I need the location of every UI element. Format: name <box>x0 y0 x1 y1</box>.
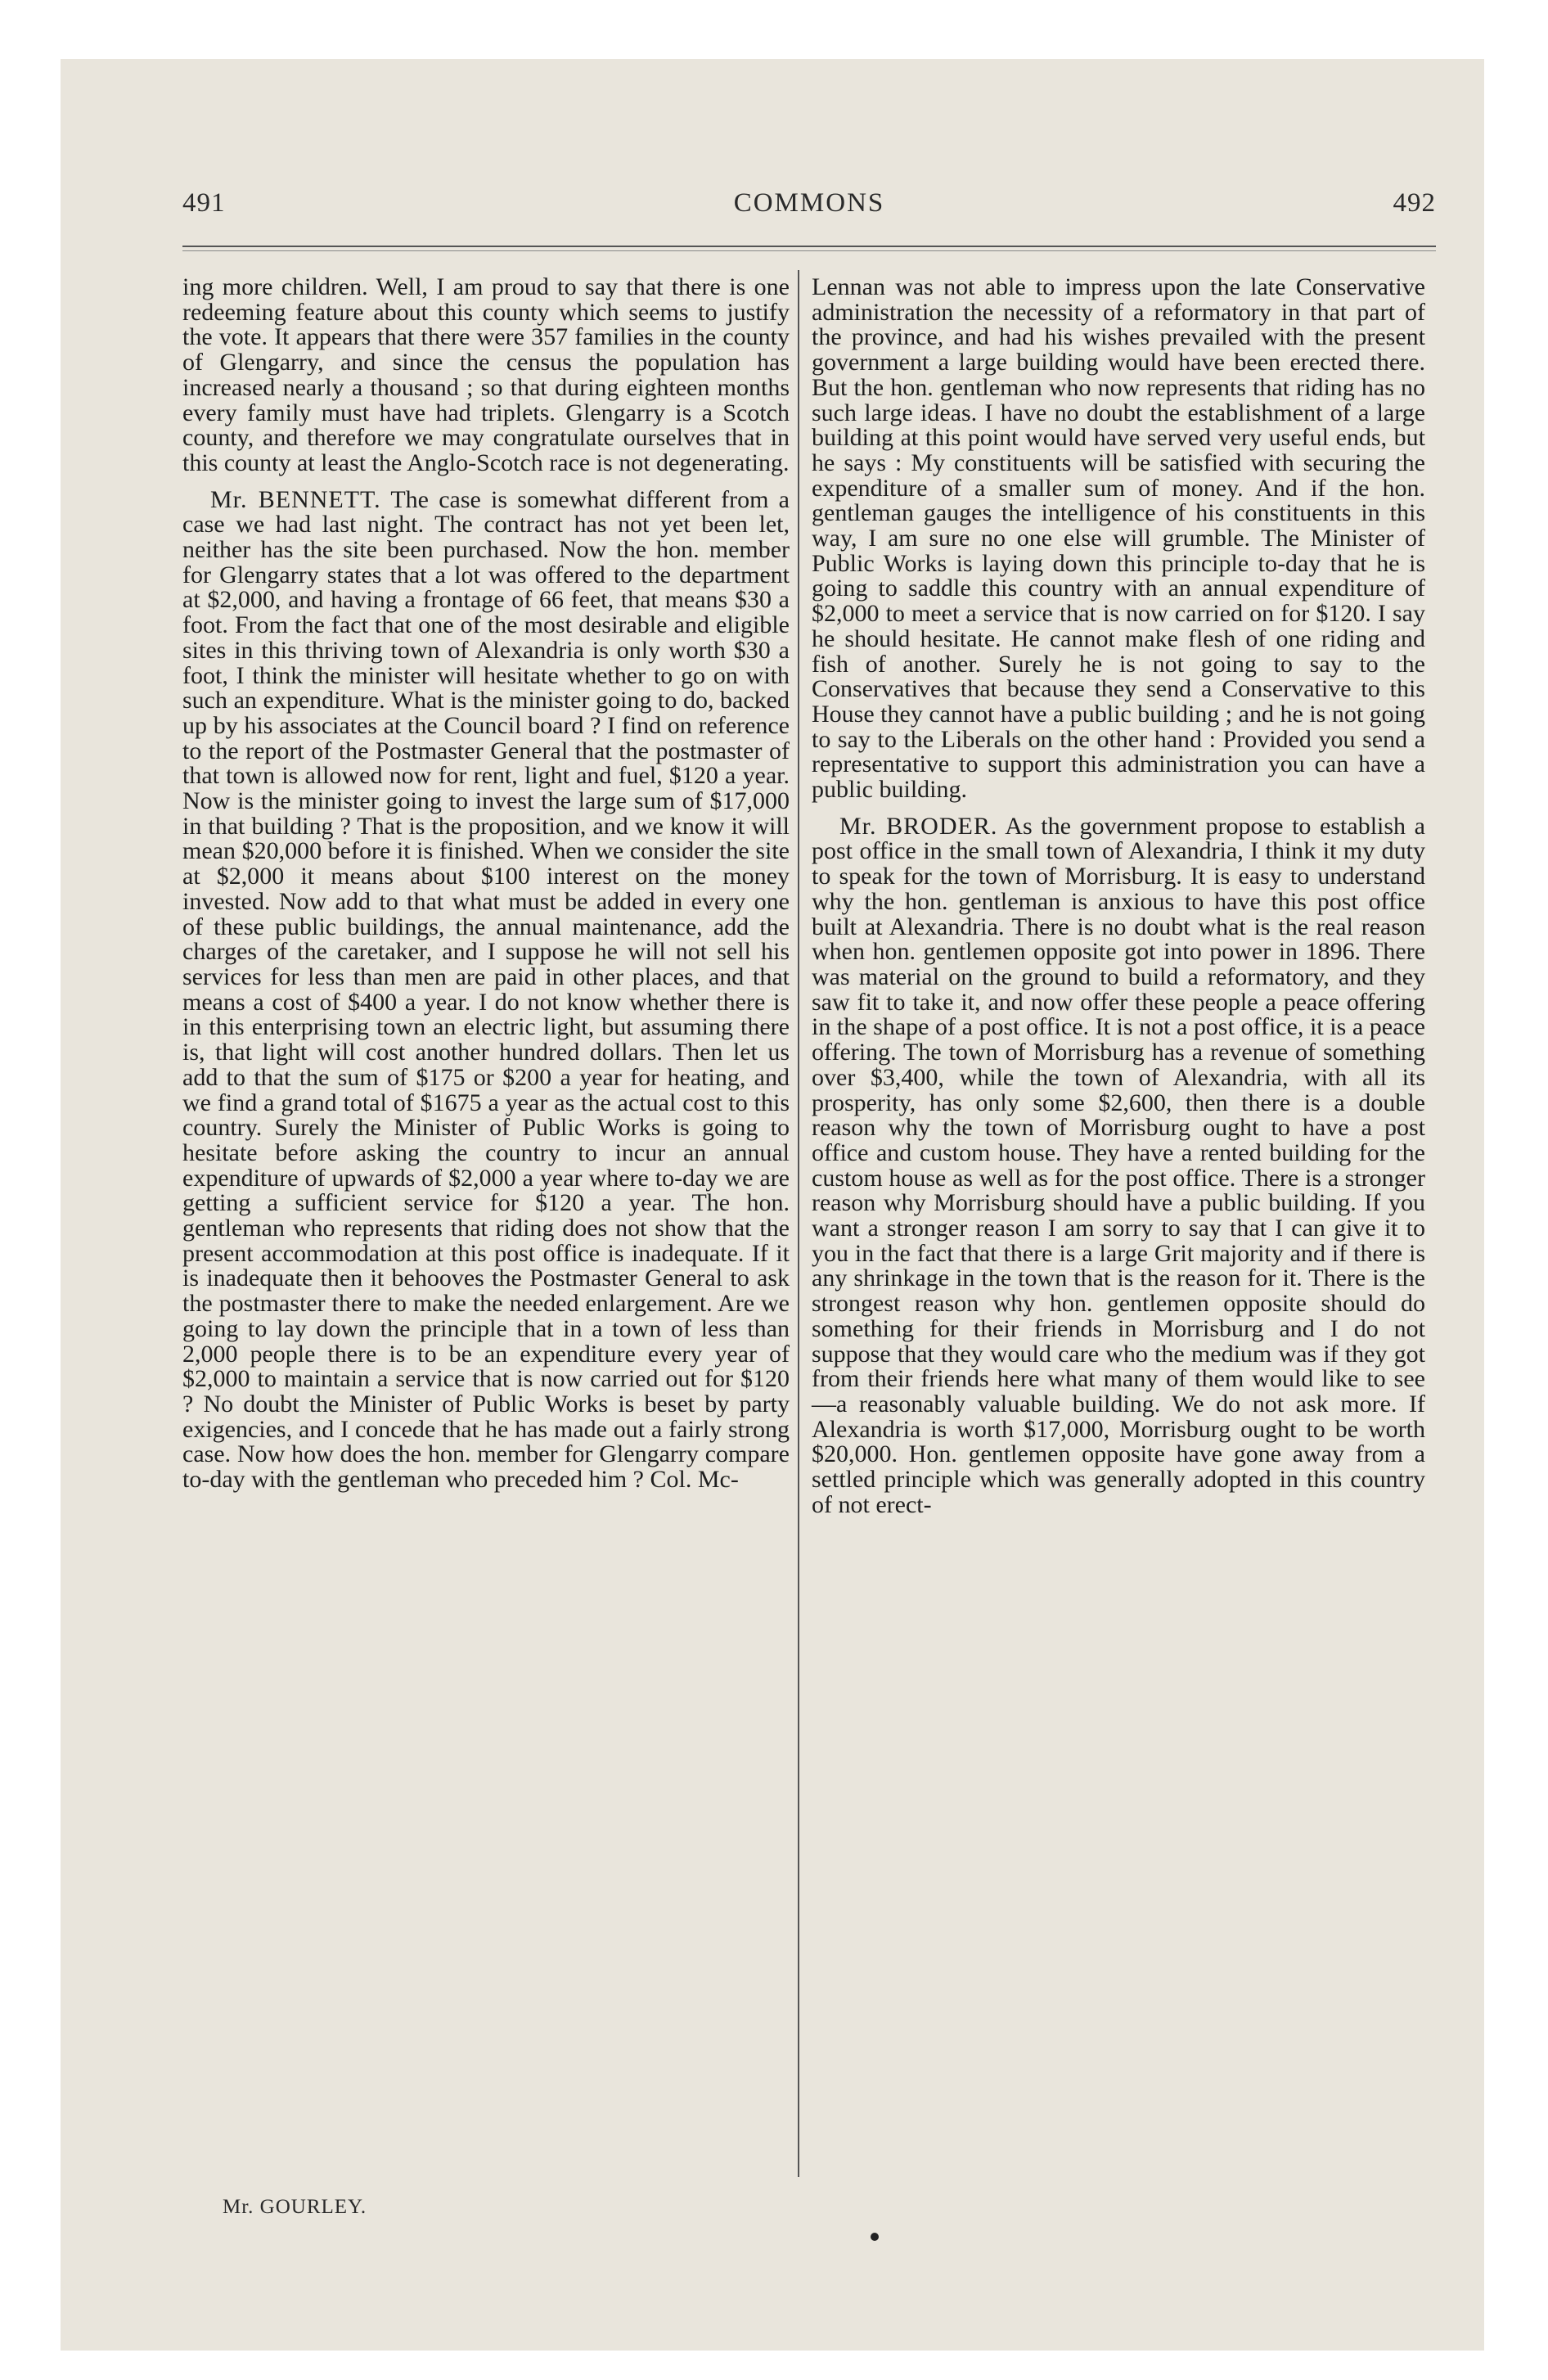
page-number-right: 492 <box>1393 188 1436 218</box>
ink-speck <box>871 2233 879 2241</box>
running-footer-name: Mr. GOURLEY. <box>223 2196 367 2218</box>
right-column <box>812 275 1425 1526</box>
paragraph-continuation: Lennan was not able to impress upon the late Conservative administration the necessity of a reformatory in that part of the province, and had his wishes prevailed with the present government a large building would have been erected there. But the hon. gentleman who now represents that riding has no such large ideas. I have no doubt the establishment of a large building at this point would have served very useful ends, but he says : My constituents will be satisfied with securing the expenditure of a smaller sum of money. And if the hon. gentleman gauges the intelligence of his constituents in this way, I am sure no one else will grumble. The Minister of Public Works is laying down this principle to-day that he is going to saddle this country with an annual expenditure of $2,000 to meet a service that is now carried on for $120. I say he should hesitate. He cannot make flesh of one riding and fish of another. Surely he is not going to say to the Conservatives that because they send a Conservative to this House they cannot have a public building ; and he is not going to say to the Liberals on the other hand : Provided you send a representative to support this administration you can have a public building. <box>812 273 1425 804</box>
speech-bennett <box>182 485 790 1494</box>
speaker-name: Mr. BENNETT. <box>210 485 381 513</box>
page-header <box>182 188 1436 229</box>
left-column <box>182 275 790 1501</box>
page-number-left: 491 <box>182 188 226 218</box>
speech-broder <box>812 814 1425 1518</box>
speech-text: As the government propose to establish a post office in the small town of Alexandria, I think it my duty to speak for the town of Morrisburg. It is easy to understand why the hon. gentleman is anxious to have this post office built at Alexandria. There is no doubt what is the real reason when hon. gentlemen opposite got into power in 1896. There was material on the ground to build a reformatory, and they saw fit to take it, and now offer these people a peace offering in the shape of a post office. It is not a post office, it is a peace offering. The town of Morrisburg has a revenue of something over $3,400, while the town of Alexandria, with all its prosperity, has only some $2,600, then there is a double reason why the town of Morrisburg ought to have a post office and custom house. They have a rented building for the custom house as well as for the post office. There is a stronger reason why Morrisburg should have a public building. If you want a stronger reason I am sorry to say that I can give it to you in the fact that there is a large Grit majority and if there is any shrinkage in the town that is the reason for it. There is the strongest reason why hon. gentlemen opposite should do something for their friends in Morrisburg and I do not suppose that they would care who the medium was if they got from their friends here what many of them would like to see—a reasonably valuable building. We do not ask more. If Alexandria is worth $17,000, Morrisburg ought to be worth $20,000. Hon. gentlemen opposite have gone away from a settled principle which was generally adopted in this country of not erect- <box>812 812 1425 1518</box>
speaker-name: Mr. BRODER. <box>839 812 998 840</box>
page-title: COMMONS <box>733 188 885 218</box>
column-separator <box>798 270 799 2177</box>
speech-text: The case is somewhat different from a case we had last night. The contract has not yet been let, neither has the site been purchased. Now the hon. member for Glengarry states that a lot was offered to the department at $2,000, and having a frontage of 66 feet, that means $30 a foot. From the fact that one of the most desirable and eligible sites in this thriving town of Alexandria is only worth $30 a foot, I think the minister will hesitate whether to go on with such an expenditure. What is the minister going to do, backed up by his associates at the Council board ? I find on reference to the report of the Postmaster General that the postmaster of that town is allowed now for rent, light and fuel, $120 a year. Now is the minister going to invest the large sum of $17,000 in that building ? That is the proposition, and we know it will mean $20,000 before it is finished. When we consider the site at $2,000 it means about $100 interest on the money invested. Now add to that what must be added in every one of these public buildings, the annual maintenance, add the charges of the caretaker, and I suppose he will not sell his services for less than men are paid in other places, and that means a cost of $400 a year. I do not know whether there is in this enterprising town an electric light, but assuming there is, that light will cost another hundred dollars. Then let us add to that the sum of $175 or $200 a year for heating, and we find a grand total of $1675 a year as the actual cost to this country. Surely the Minister of Public Works is going to hesitate before asking the country to incur an annual expenditure of upwards of $2,000 a year where to-day we are getting a sufficient service for $120 a year. The hon. gentleman who represents that riding does not show that the present accommodation at this post office is inadequate. If it is inadequate then it behooves the Postmaster General to ask the postmaster there to make the needed enlargement. Are we going to lay down the principle that in a town of less than 2,000 people there is to be an expenditure every year of $2,000 to maintain a service that is now carried out for $120 ? No doubt the Minister of Public Works is beset by party exigencies, and I concede that he has made out a fairly strong case. Now how does the hon. member for Glengarry compare to-day with the gentleman who preceded him ? Col. Mc- <box>182 485 790 1494</box>
header-rule <box>182 246 1436 251</box>
paragraph-continuation: ing more children. Well, I am proud to say that there is one redeeming feature about this county which seems to justify the vote. It appears that there were 357 families in the county of Glengarry, and since the census the population has increased nearly a thousand ; so that during eighteen months every family must have had triplets. Glengarry is a Scotch county, and therefore we may congratulate ourselves that in this county at least the Anglo-Scotch race is not degenerating. <box>182 273 790 476</box>
